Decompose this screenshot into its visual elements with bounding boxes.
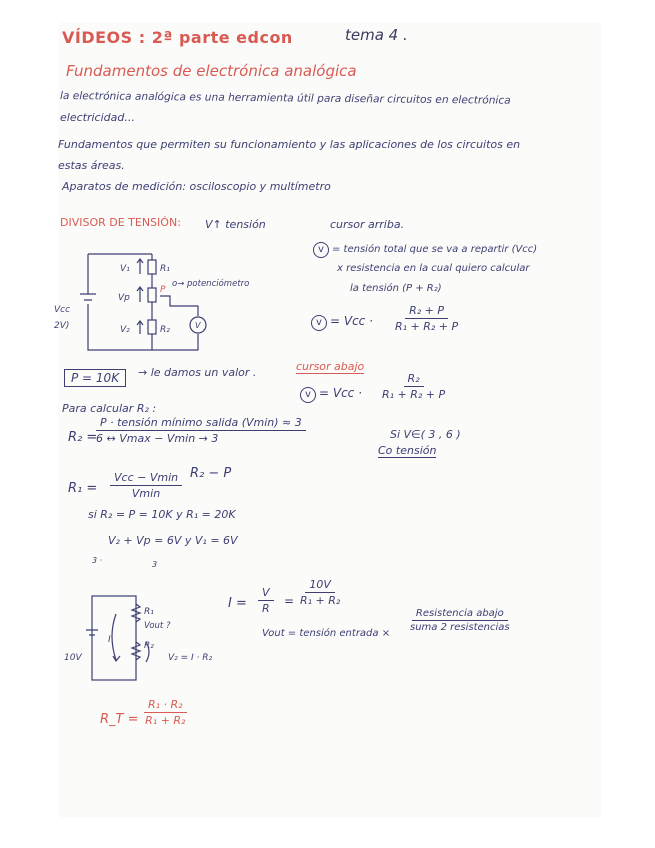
v-definition-1: v = tensión total que se va a repartir (Vcc) (313, 242, 537, 258)
eq1-denominator: R₁ + R₂ + P (395, 320, 459, 333)
eq1-lhs: v = Vcc · (311, 314, 373, 331)
vout-numerator: Resistencia abajo (412, 608, 508, 621)
label-potenciometro: o→ potenciómetro (172, 279, 250, 289)
resistor-r1 (148, 260, 156, 274)
eq1-fraction (395, 304, 458, 333)
r1-formula-numerator: Vcc − Vmin (110, 471, 182, 486)
label-volts: 2V) (54, 321, 70, 331)
eq2-lhs: v = Vcc · (300, 386, 362, 403)
r1-formula-rhs: R₂ − P (190, 466, 232, 481)
label-v2: V₂ (120, 325, 130, 335)
ohm-fraction-1-num: V (258, 586, 274, 601)
rt-fraction (144, 698, 187, 727)
section-title: Fundamentos de electrónica analógica (66, 62, 357, 80)
intro-line-3: Fundamentos que permiten su funcionamiento y las aplicaciones de los circuitos en (58, 138, 521, 151)
label-r1: R₁ (160, 264, 170, 274)
v-definition-3: la tensión (P + R₂) (350, 283, 442, 294)
r2-formula-lhs: R₂ = (68, 430, 98, 445)
vout-fraction (410, 608, 510, 633)
eq2-numerator: R₂ (404, 372, 424, 387)
arrow-v2 (137, 321, 143, 334)
potentiometer-p (148, 288, 156, 302)
divisor-heading: DIVISOR DE TENSIÓN: (60, 216, 181, 229)
intro-line-5: Aparatos de medición: osciloscopio y multímetro (62, 180, 331, 193)
battery-symbol (80, 294, 96, 300)
v-definition-2: x resistencia en la cual quiero calcular (337, 263, 530, 274)
label-r2: R₂ (160, 325, 170, 335)
rt-lhs: R_T = (100, 712, 139, 727)
v-circle-icon: v (300, 387, 316, 403)
ohm-fraction-1 (258, 586, 274, 615)
resistor-r2 (148, 320, 156, 334)
para-calcular-label: Para calcular R₂ : (62, 402, 157, 415)
p-value-note: → le damos un valor . (138, 366, 257, 379)
label-meter: V (195, 321, 201, 330)
arrow-vp (137, 287, 143, 302)
label-c2-10v: 10V (64, 653, 82, 663)
label-c2-vout: Vout ? (144, 621, 171, 631)
ohm-fraction-2 (300, 578, 340, 607)
ohm-fraction-2-num: 10V (305, 578, 335, 593)
header-topic: tema 4 . (345, 26, 408, 44)
v-values-line: V₂ + Vp = 6V y V₁ = 6V (108, 534, 238, 547)
v-circle-icon: v (311, 315, 327, 331)
ohm-fraction-1-den: R (261, 602, 270, 615)
rt-denominator: R₁ + R₂ (145, 714, 186, 727)
v-values-prefix: 3 · (92, 556, 103, 565)
eq2-denominator: R₁ + R₂ + P (382, 388, 446, 401)
intro-line-4: estas áreas. (58, 159, 125, 172)
voltage-divider-circuit (54, 244, 260, 364)
label-vp: Vp (118, 293, 130, 303)
v-values-sub: 3 (152, 560, 158, 569)
ohm-equals: = (284, 594, 295, 608)
vout-denominator: suma 2 resistencias (410, 622, 510, 633)
rt-numerator: R₁ · R₂ (144, 698, 187, 713)
current-loop-arrow (112, 614, 120, 661)
r2-formula-denominator: 6 ↔ Vmax − Vmin → 3 (96, 432, 219, 445)
v-tension-label: V↑ tensión (205, 218, 266, 231)
cursor-arriba-label: cursor arriba. (330, 218, 405, 231)
co-tension-text: Co tensión (378, 444, 437, 457)
si-values-line: si R₂ = P = 10K y R₁ = 20K (88, 508, 236, 521)
label-c2-r2: R₂ (144, 641, 154, 651)
series-circuit (60, 590, 220, 690)
cursor-abajo-label: cursor abajo (296, 360, 365, 373)
intro-line-2: electricidad... (60, 111, 135, 124)
p-value-box: P = 10K (64, 371, 126, 385)
label-v1: V₁ (120, 264, 130, 274)
label-vcc: Vcc (54, 305, 71, 315)
v-circle-icon: v (313, 242, 329, 258)
r2-formula-fraction (96, 416, 306, 445)
arrow-v1 (137, 259, 143, 274)
header-title: VÍDEOS : 2ª parte edcon (62, 28, 293, 47)
label-c2-i: I (108, 635, 111, 645)
circuit2-box (92, 596, 136, 680)
eq1-numerator: R₂ + P (405, 304, 448, 319)
r1-formula-denominator: Vmin (131, 487, 161, 500)
ohm-fraction-2-den: R₁ + R₂ (300, 594, 341, 607)
label-c2-r1: R₁ (144, 607, 154, 617)
label-c2-v2: V₂ = I · R₂ (168, 653, 213, 663)
r1-formula-lhs: R₁ = (68, 481, 98, 496)
ohm-lhs: I = (228, 596, 247, 611)
eq2-fraction (382, 372, 445, 401)
label-p: P (160, 285, 166, 295)
r2-formula-numerator: P · tensión mínimo salida (Vmin) ≈ 3 (96, 416, 306, 431)
r1-formula-fraction (110, 471, 182, 500)
wiper-arrow (160, 296, 190, 306)
vout-lhs: Vout = tensión entrada × (262, 628, 391, 639)
intro-line-1: la electrónica analógica es una herramienta útil para diseñar circuitos en electrónica (59, 90, 511, 107)
si-range-text: Si V∈( 3 , 6 ) (390, 428, 461, 441)
